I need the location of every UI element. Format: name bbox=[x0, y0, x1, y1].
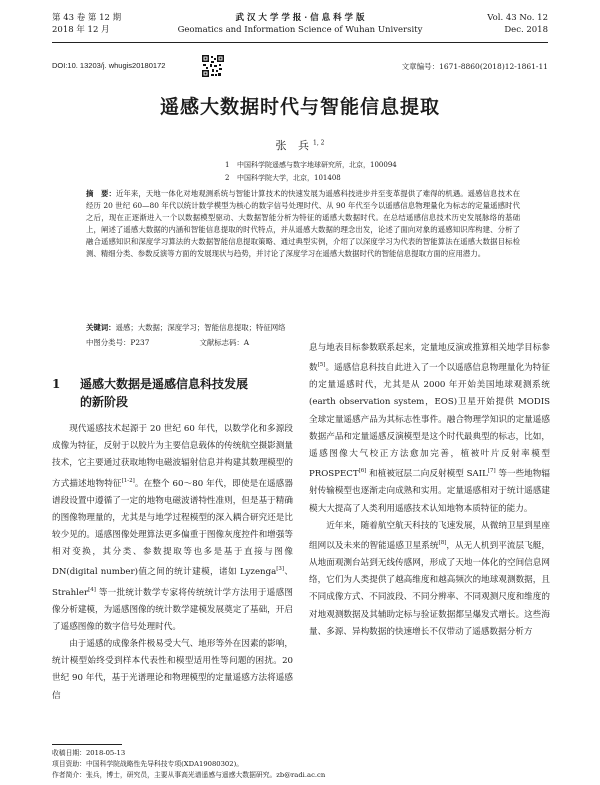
paper-title: 遥感大数据时代与智能信息提取 bbox=[159, 96, 440, 118]
journal-name-cn: 武 汉 大 学 学 报 · 信 息 科 学 版 bbox=[235, 13, 365, 23]
article-number: 文章编号：1671-8860(2018)12-1861-11 bbox=[401, 62, 548, 71]
abstract bbox=[86, 188, 520, 261]
author bbox=[0, 137, 600, 153]
paragraph: 由于遥感的成像条件极易受大气、地形等外在因素的影响，统计模型始终受到样本代表性和模型适用性等问题的困扰。20 世纪 90 年代，基于光谱理论和物理模型的定量遥感方法将遥感信 bbox=[52, 639, 293, 701]
running-header bbox=[52, 12, 548, 42]
section-heading-1: 1 遥感大数据是遥感信息科技发展 的新阶段 bbox=[52, 377, 249, 409]
keywords: 关键词：遥感；大数据；深度学习；智能信息提取；特征网络 bbox=[86, 323, 286, 332]
author-name: 张 兵 bbox=[275, 139, 314, 152]
clc-number: 中图分类号：P237 bbox=[86, 338, 150, 347]
journal-name-en: Geomatics and Information Science of Wuhan University bbox=[177, 25, 423, 35]
footnote-received: 收稿日期：2018-05-13 bbox=[52, 749, 126, 757]
right-column bbox=[309, 340, 550, 641]
left-column bbox=[52, 375, 293, 705]
doi: DOI:10. 13203/j. whugis20180172 bbox=[52, 61, 166, 70]
document-code: 文献标志码：A bbox=[199, 338, 250, 347]
affiliation-2: 2 中国科学院大学，北京，101408 bbox=[225, 174, 341, 182]
journal-volume: 第 43 卷 第 12 期 bbox=[52, 13, 122, 23]
author-affil-sup: 1, 2 bbox=[313, 139, 325, 147]
paragraph: 现代遥感技术起源于 20 世纪 60 年代，以数学化和多源段成像为特征，反射于以胶片为主要信息载体的传统航空摄影测量技术，它主要通过获取地物电磁波辐射信息并构建其数理模型的方式描述地物特征[1-2]。在整个 60～80 年代，即使是在遥感器谱段设置中遵循了一定的地物电磁波谱特性准则，但是基于精确的图像物理量的，尤其是与地学过程模型的深入耦合研究还是比较少见的。遥感图像处理算法更多偏重于图像灰度控件和增强等相对变换，其分类、参数提取等也多是基于直接与图像 DN(digital number)值之间的统计建模，诸如 Lyzenga[3]、Strahler[4] 等一批统计数学专家将传统统计学方法用于遥感图像分析建模，为遥感图像的统计数学建模发展奠定了基础，开启了遥感图像的数字信号处理时代。 bbox=[52, 424, 293, 632]
paragraph: 近年来，随着航空航天科技的飞速发展，从微纳卫星到星座组网以及未来的智能遥感卫星系统[8]，从无人机到平流层飞艇，从地面观测台站到无线传感网，形成了天地一体化的空间信息网络，它们为人类提供了越高维度和越高频次的地球观测数据，且不同成像方式、不同波段、不同分辨率、不同观测尺度和维度的对地观测数据及其辅助定标与验证数据都呈爆发式增长。这些海量、多源、异构数据的快速增长不仅带动了遥感数据分析方 bbox=[309, 520, 550, 637]
date-en: Dec. 2018 bbox=[504, 25, 548, 35]
header-divider bbox=[52, 42, 548, 43]
abstract-text: 近年来，天地一体化对地观测系统与智能计算技术的快速发展为遥感科技进步并至变革提供了难得的机遇。遥感信息技术在经历 20 世纪 60—80 年代以统计数学模型为核心的数字信号处理时代、从 90 年代至今以遥感信息物理量化为标志的定量遥感时代之后，现在正逐渐进入一个以数据模型驱动、大数据智能分析为特征的遥感大数据时代。在总结遥感信息技术历史发展脉络的基础上，阐述了遥感大数据的内涵和智能信息提取的时代特点，并从遥感大数据的理念出发，论述了面向对象的遥感知识库构建、分析了融合遥感知识和深度学习算法的大数据智能信息提取策略、通过典型实例，介绍了以深度学习为代表的智能算法在遥感大数据目标检测、精细分类、参数反演等方面的发展现状与趋势，并讨论了深度学习在遥感大数据时代的智能信息提取方面的应用潜力。 bbox=[86, 189, 520, 259]
abstract-label: 摘 要： bbox=[86, 189, 116, 198]
qr-code-icon bbox=[202, 55, 224, 77]
volume-en: Vol. 43 No. 12 bbox=[487, 13, 548, 23]
paragraph: 息与地表目标参数联系起来，定量地反演或推算相关地学目标参数[5]。遥感信息科技自此进入了一个以遥感信息物理量化为特征的定量遥感时代，尤其是从 2000 年开始美国地球观测系统(earth observation system，EOS)卫星开始提供 MODIS 全球定量遥感产品为其标志性事件。融合物理学知识的定量遥感数据产品和定量遥感反演模型是这个时代最典型的标志，比如，遥感图像大气校正方法愈加完善，植被叶片反射率模型 PROSPECT[6] 和植被冠层二向反射模型 SAIL[7] 等一些地物辐射传输模型也逐渐走向成熟和实用。定量遥感相对于统计遥感建模大大提高了人类利用遥感技术认知地物本质特征的能力。 bbox=[309, 343, 550, 514]
affiliation-1: 1 中国科学院遥感与数字地球研究所，北京，100094 bbox=[225, 161, 397, 169]
footnote-funding: 项目资助：中国科学院战略性先导科技专项(XDA19080302)。 bbox=[52, 760, 244, 768]
journal-date: 2018 年 12 月 bbox=[52, 25, 110, 35]
footnote-divider bbox=[52, 744, 122, 745]
footnote-author: 作者简介：张兵，博士，研究员，主要从事高光谱遥感与遥感大数据研究。zb@radi.ac.cn bbox=[52, 771, 326, 779]
